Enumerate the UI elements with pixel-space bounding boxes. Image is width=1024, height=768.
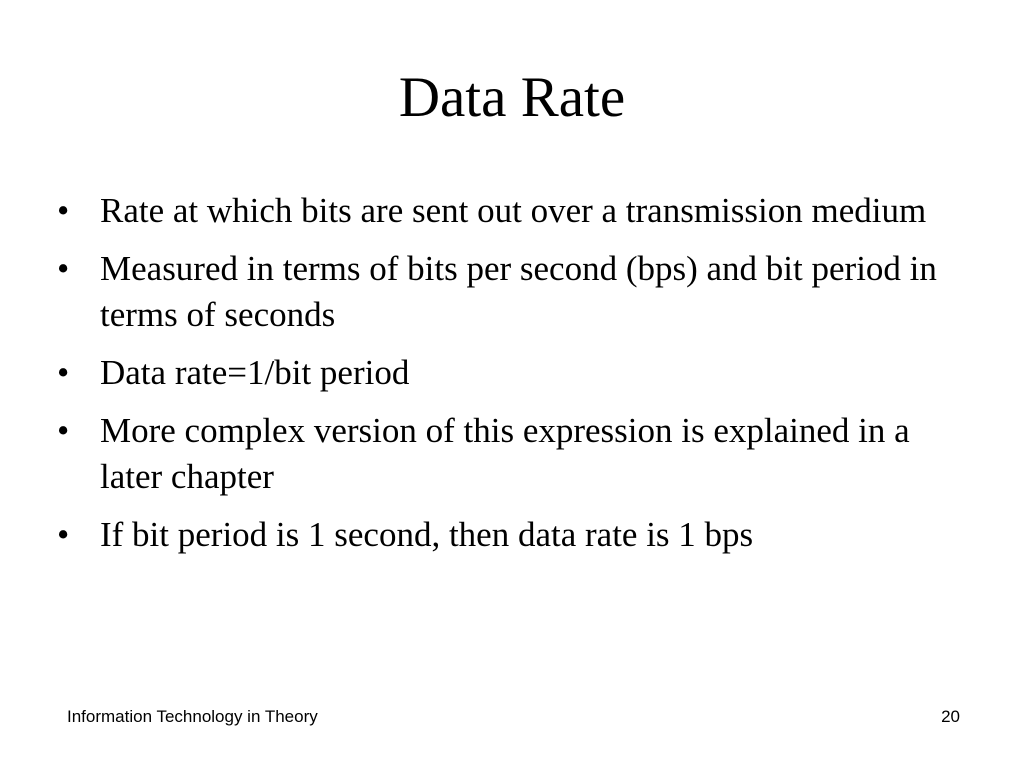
footer-course-title: Information Technology in Theory [67, 707, 318, 726]
bullet-dot-icon: • [57, 191, 70, 230]
bullet-dot-icon: • [57, 249, 70, 288]
bullet-dot-icon: • [57, 411, 70, 450]
bullet-item [57, 512, 967, 558]
bullet-text: Rate at which bits are sent out over a transmission medium [100, 191, 927, 230]
bullet-item [57, 350, 967, 396]
bullet-dot-icon: • [57, 353, 70, 392]
bullet-dot-icon: • [57, 515, 70, 554]
bullet-item [57, 188, 967, 234]
bullet-list [57, 188, 967, 570]
bullet-text: Data rate=1/bit period [100, 353, 410, 392]
bullet-item [57, 246, 967, 338]
footer-page-number: 20 [941, 707, 960, 726]
bullet-item [57, 408, 967, 500]
bullet-text: Measured in terms of bits per second (bps) and bit period in terms of seconds [100, 249, 937, 334]
bullet-text: If bit period is 1 second, then data rate is 1 bps [100, 515, 754, 554]
slide-title: Data Rate [398, 66, 626, 129]
bullet-text: More complex version of this expression is explained in a later chapter [100, 411, 910, 496]
